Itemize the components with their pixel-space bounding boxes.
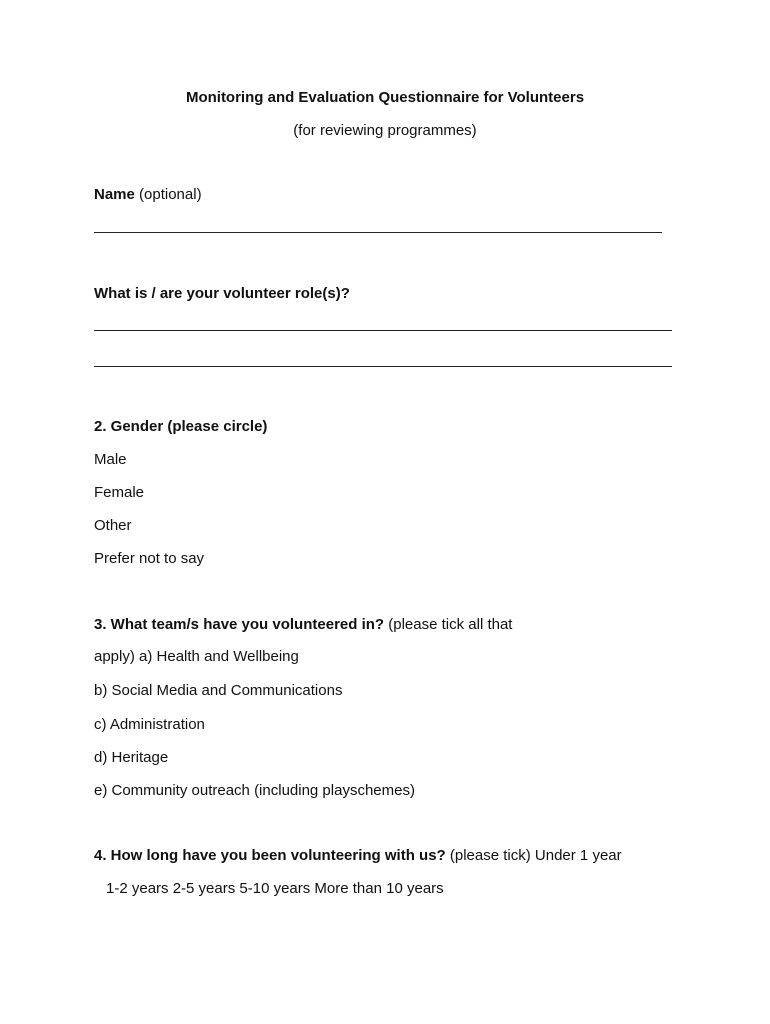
name-label: Name: [94, 186, 135, 203]
duration-question-note: (please tick): [445, 847, 535, 864]
team-question-label: 3. What team/s have you volunteered in?: [94, 616, 385, 633]
role-answer-line-1[interactable]: [94, 330, 672, 331]
team-question-note: (please tick all that: [384, 616, 513, 633]
team-question-note-continued: apply): [94, 648, 140, 665]
page-title: Monitoring and Evaluation Questionnaire for Volunteers: [185, 89, 585, 106]
role-question: What is / are your volunteer role(s)?: [94, 285, 350, 302]
team-option-social-media[interactable]: b) Social Media and Communications: [94, 682, 343, 699]
team-option-heritage[interactable]: d) Heritage: [94, 749, 169, 766]
name-question: [94, 185, 202, 205]
duration-question-label: 4. How long have you been volunteering with us?: [94, 847, 446, 864]
duration-question: [94, 846, 622, 866]
gender-question: 2. Gender (please circle): [94, 418, 268, 435]
gender-option-male[interactable]: Male: [94, 451, 127, 468]
gender-option-prefer-not-to-say[interactable]: Prefer not to say: [94, 550, 205, 567]
duration-option-under-1-year[interactable]: Under 1 year: [534, 847, 622, 864]
role-answer-line-2[interactable]: [94, 366, 672, 367]
name-answer-line[interactable]: [94, 232, 662, 233]
page-subtitle: (for reviewing programmes): [293, 122, 477, 139]
team-option-administration[interactable]: c) Administration: [94, 716, 205, 733]
team-question: [94, 615, 512, 635]
name-optional-note: (optional): [134, 186, 202, 203]
gender-option-female[interactable]: Female: [94, 484, 145, 501]
team-option-health-wellbeing[interactable]: a) Health and Wellbeing: [139, 648, 299, 665]
team-option-row-a: [94, 647, 299, 667]
duration-options-row[interactable]: 1-2 years 2-5 years 5-10 years More than 10 years: [106, 880, 444, 897]
gender-option-other[interactable]: Other: [94, 517, 132, 534]
team-option-community-outreach[interactable]: e) Community outreach (including playschemes): [94, 782, 415, 799]
